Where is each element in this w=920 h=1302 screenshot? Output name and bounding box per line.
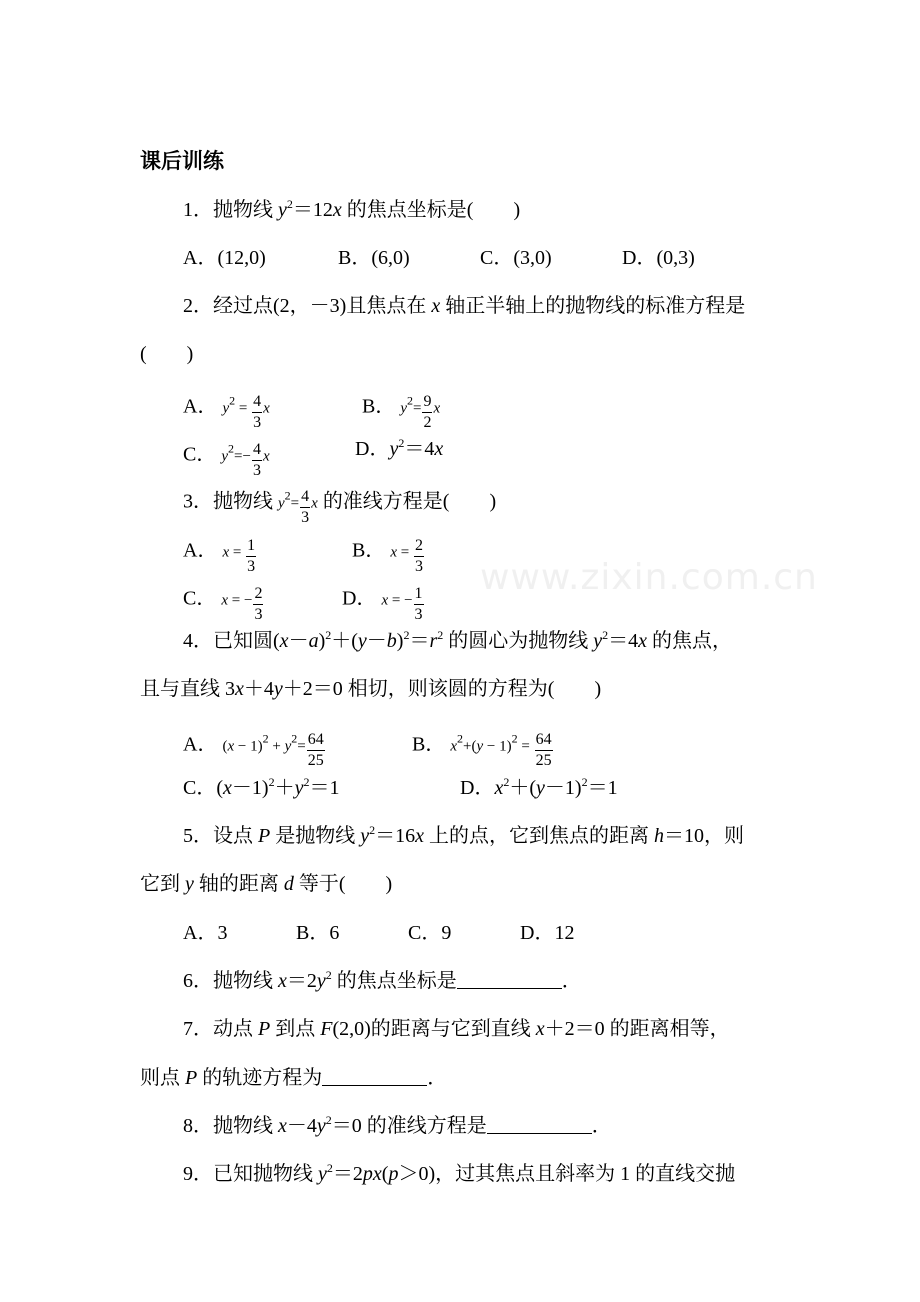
answer-blank <box>487 1115 592 1134</box>
text: 轴的距离 <box>193 873 284 895</box>
math-variable: y <box>360 825 370 847</box>
text: 1．抛物线 <box>183 199 278 221</box>
math-variable: x <box>278 970 287 992</box>
question-7-stem-cont <box>140 1065 447 1091</box>
question-4-stem-cont <box>140 676 601 702</box>
fraction <box>414 584 424 624</box>
math-operator: = <box>517 738 534 755</box>
math-variable: y <box>185 873 194 895</box>
text: ＝ <box>409 630 430 652</box>
text: D． <box>355 438 390 460</box>
numerator: 4 <box>252 392 262 413</box>
math-variable: a <box>308 630 319 652</box>
text: ＝12 <box>292 199 333 221</box>
text: 8．抛物线 <box>183 1115 278 1137</box>
text: 的轨迹方程为 <box>197 1067 323 1089</box>
text: ＋ <box>274 777 295 799</box>
text: －1) <box>544 777 582 799</box>
math-variable: x <box>450 738 458 755</box>
q1-option-b <box>338 245 410 271</box>
math-operator: = − <box>228 592 253 609</box>
superscript: 2 <box>291 731 298 746</box>
math-operator: = <box>235 400 252 417</box>
text: 7．动点 <box>183 1018 258 1040</box>
superscript: 2 <box>229 393 236 408</box>
fraction <box>252 392 262 432</box>
text: B． <box>352 539 391 562</box>
superscript: 2 <box>262 731 269 746</box>
q2-option-d <box>355 436 443 462</box>
text: B． <box>362 395 401 418</box>
math-variable: x <box>235 678 244 700</box>
text: A．(12,0) <box>183 247 266 269</box>
math-variable: y <box>278 199 287 221</box>
text: ) <box>396 630 404 652</box>
q1-option-d <box>622 245 695 271</box>
q4-option-a <box>183 726 326 769</box>
math-operator: − 1) <box>483 738 512 755</box>
denominator: 25 <box>535 752 552 769</box>
question-7-stem <box>183 1016 730 1042</box>
text: 的焦点坐标是( ) <box>341 199 521 221</box>
text: ＋2＝0 相切，则该圆的方程为( ) <box>282 678 602 700</box>
numerator: 2 <box>253 584 263 605</box>
text: B． <box>412 733 451 756</box>
watermark: www.zixin.com.cn <box>480 557 818 598</box>
text: C． <box>183 443 222 466</box>
numerator: 1 <box>246 536 256 557</box>
text: 5．设点 <box>183 825 258 847</box>
question-6-stem <box>183 968 582 994</box>
math-variable: y <box>593 630 603 652</box>
text: ＝4 <box>608 630 639 652</box>
superscript: 2 <box>398 436 405 450</box>
fraction <box>535 730 553 770</box>
question-9-stem <box>183 1161 735 1187</box>
math-variable: y <box>294 777 304 799</box>
q3-option-a <box>183 532 257 575</box>
denominator: 3 <box>414 606 423 623</box>
denominator: 3 <box>253 414 262 431</box>
text: ＝16 <box>375 825 416 847</box>
text: 4．已知圆( <box>183 630 280 652</box>
question-5-stem <box>183 823 744 849</box>
math-variable: x <box>278 1115 287 1137</box>
math-operator: = <box>397 544 413 561</box>
math-variable: d <box>283 873 294 895</box>
math-variable: px <box>362 1163 382 1185</box>
q5-option-a <box>183 920 227 946</box>
numerator: 4 <box>252 440 262 461</box>
question-3-stem <box>183 483 497 526</box>
math-operator: − 1) <box>234 738 263 755</box>
text: 的准线方程是( ) <box>317 490 497 513</box>
superscript: 2 <box>325 628 332 642</box>
q1-option-a <box>183 245 266 271</box>
q5-option-c <box>408 920 451 946</box>
text: 到点 <box>270 1018 321 1040</box>
math-variable: x <box>638 630 648 652</box>
q2-option-a <box>183 388 270 431</box>
text: B．6 <box>296 922 340 944</box>
math-variable: p <box>388 1163 399 1185</box>
text: A． <box>183 733 223 756</box>
text: ＞0)，过其焦点且斜率为 1 的直线交抛 <box>398 1163 736 1185</box>
text: 3．抛物线 <box>183 490 278 513</box>
text: ( ) <box>140 343 194 365</box>
text: 的圆心为抛物线 <box>443 630 594 652</box>
text: ． <box>591 1115 612 1137</box>
text: － <box>366 630 387 652</box>
superscript: 2 <box>284 488 291 503</box>
math-variable: b <box>386 630 397 652</box>
text: －1) <box>231 777 269 799</box>
math-variable: y <box>389 438 399 460</box>
text: 轴正半轴上的抛物线的标准方程是 <box>440 295 746 317</box>
math-operator: =− <box>234 448 251 465</box>
math-variable: x <box>434 438 444 460</box>
text: ( <box>381 1163 389 1185</box>
text: ＝1 <box>309 777 340 799</box>
text: －4 <box>286 1115 317 1137</box>
q4-option-b <box>412 726 554 769</box>
text: ) <box>318 630 326 652</box>
section-title: 课后训练 <box>140 149 224 173</box>
q3-option-b <box>352 532 425 575</box>
math-variable: y <box>318 1163 327 1185</box>
q3-option-c <box>183 580 264 623</box>
q4-option-c <box>183 775 339 801</box>
math-variable: y <box>400 400 408 417</box>
q5-option-b <box>296 920 339 946</box>
text: ＝4 <box>404 438 435 460</box>
superscript: 2 <box>407 393 414 408</box>
superscript: 2 <box>437 628 444 642</box>
text: － <box>288 630 309 652</box>
text: D．(0,3) <box>622 247 695 269</box>
answer-blank <box>322 1067 427 1086</box>
fraction <box>246 536 256 576</box>
denominator: 3 <box>301 509 310 526</box>
math-variable: y <box>284 738 292 755</box>
math-variable: x <box>332 199 342 221</box>
math-variable: x <box>227 738 235 755</box>
question-2-stem-cont <box>140 341 193 367</box>
text: C．( <box>183 777 223 799</box>
text: C．(3,0) <box>480 247 552 269</box>
text: ＝1 <box>587 777 618 799</box>
denominator: 3 <box>414 558 423 575</box>
superscript: 2 <box>403 628 410 642</box>
superscript: 2 <box>503 775 510 789</box>
text: 是抛物线 <box>270 825 361 847</box>
q4-option-d <box>460 775 618 801</box>
text: ＋( <box>331 630 358 652</box>
text: B．(6,0) <box>338 247 410 269</box>
numerator: 1 <box>414 584 424 605</box>
math-variable: x <box>311 495 318 512</box>
denominator: 3 <box>254 606 263 623</box>
math-variable: x <box>222 544 230 561</box>
math-variable: y <box>221 448 229 465</box>
question-1-stem <box>183 197 520 223</box>
numerator: 64 <box>307 730 325 751</box>
superscript: 2 <box>457 731 464 746</box>
math-variable: x <box>381 592 389 609</box>
answer-blank <box>457 970 562 989</box>
numerator: 4 <box>300 487 310 508</box>
text: (2,0)的距离与它到直线 <box>332 1018 536 1040</box>
text: 2．经过点(2，－3)且焦点在 <box>183 295 432 317</box>
superscript: 2 <box>268 775 275 789</box>
math-variable: y <box>536 777 545 799</box>
text: ． <box>427 1067 448 1089</box>
text: 等于( ) <box>293 873 393 895</box>
text: 它到 <box>140 873 185 895</box>
text: ＋( <box>509 777 537 799</box>
math-variable: P <box>258 825 271 847</box>
superscript: 2 <box>369 823 376 837</box>
question-5-stem-cont <box>140 871 392 897</box>
text: ＋2＝0 的距离相等， <box>544 1018 730 1040</box>
q1-option-c <box>480 245 552 271</box>
numerator: 64 <box>535 730 553 751</box>
fraction <box>307 730 325 770</box>
q5-option-d <box>520 920 574 946</box>
math-operator: = <box>413 400 422 417</box>
fraction <box>300 487 310 527</box>
math-variable: x <box>431 295 441 317</box>
question-4-stem <box>183 628 732 654</box>
superscript: 2 <box>581 775 588 789</box>
text: A． <box>183 539 223 562</box>
math-variable: x <box>262 448 270 465</box>
text: 的焦点坐标是 <box>331 970 457 992</box>
math-variable: x <box>221 592 229 609</box>
text: ＋4 <box>243 678 274 700</box>
math-operator: = <box>290 495 300 512</box>
math-variable: y <box>278 495 285 512</box>
superscript: 2 <box>286 197 293 211</box>
math-variable: x <box>279 630 289 652</box>
superscript: 2 <box>602 628 609 642</box>
superscript: 2 <box>511 731 518 746</box>
text: ＝2 <box>286 970 317 992</box>
math-operator: +( <box>463 738 477 755</box>
math-variable: h <box>654 825 664 847</box>
math-variable: P <box>185 1067 198 1089</box>
superscript: 2 <box>303 775 310 789</box>
math-variable: x <box>535 1018 545 1040</box>
math-variable: r <box>429 630 438 652</box>
math-operator: = <box>297 738 306 755</box>
math-operator: ( <box>222 738 228 755</box>
text: A． <box>183 395 223 418</box>
math-variable: x <box>390 544 398 561</box>
q2-option-c <box>183 436 270 479</box>
math-variable: x <box>223 777 232 799</box>
text: ＝2 <box>332 1163 363 1185</box>
superscript: 2 <box>228 441 235 456</box>
fraction <box>253 584 263 624</box>
fraction <box>414 536 424 576</box>
math-variable: F <box>320 1018 333 1040</box>
math-variable: y <box>476 738 484 755</box>
math-variable: x <box>263 400 270 417</box>
math-variable: x <box>433 400 441 417</box>
math-variable: y <box>357 630 367 652</box>
numerator: 9 <box>422 392 432 413</box>
question-2-stem <box>183 293 745 319</box>
text: D． <box>460 777 495 799</box>
math-variable: y <box>316 1115 326 1137</box>
q3-option-d <box>342 580 425 623</box>
math-operator: + <box>268 738 285 755</box>
fraction <box>252 440 262 480</box>
text: D．12 <box>520 922 575 944</box>
text: 9．已知抛物线 <box>183 1163 318 1185</box>
numerator: 2 <box>414 536 424 557</box>
math-variable: P <box>258 1018 271 1040</box>
denominator: 2 <box>423 414 432 431</box>
math-operator: = <box>229 544 246 561</box>
denominator: 3 <box>247 558 256 575</box>
superscript: 2 <box>325 1113 332 1127</box>
text: A．3 <box>183 922 228 944</box>
text: 则点 <box>140 1067 185 1089</box>
math-variable: x <box>415 825 424 847</box>
denominator: 25 <box>307 752 324 769</box>
math-variable: y <box>316 970 326 992</box>
text: 上的点，它到焦点的距离 <box>424 825 654 847</box>
text: ＝10，则 <box>664 825 744 847</box>
text: ． <box>561 970 582 992</box>
math-variable: y <box>273 678 283 700</box>
question-8-stem <box>183 1113 612 1139</box>
text: C． <box>183 587 222 610</box>
text: D． <box>342 587 382 610</box>
superscript: 2 <box>326 1161 333 1175</box>
math-variable: x <box>494 777 504 799</box>
text: ＝0 的准线方程是 <box>331 1115 487 1137</box>
math-operator: = − <box>388 592 413 609</box>
denominator: 3 <box>252 462 261 479</box>
text: C．9 <box>408 922 452 944</box>
text: 且与直线 3 <box>140 678 235 700</box>
math-variable: y <box>222 400 230 417</box>
superscript: 2 <box>325 968 332 982</box>
fraction <box>422 392 432 432</box>
text: 6．抛物线 <box>183 970 278 992</box>
q2-option-b <box>362 388 441 431</box>
text: 的焦点， <box>647 630 733 652</box>
